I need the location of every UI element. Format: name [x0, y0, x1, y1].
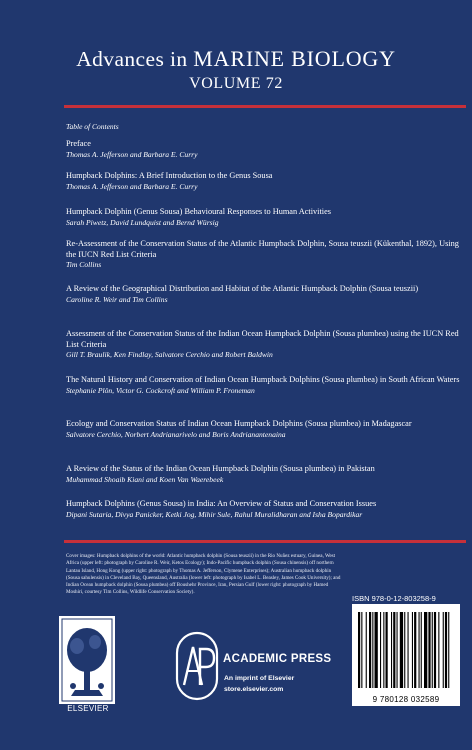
toc-entry-authors: Muhammad Shoaib Kiani and Koen Van Waerebeek	[66, 474, 224, 484]
elsevier-tree-icon	[59, 616, 115, 704]
volume-number: VOLUME 72	[189, 75, 283, 92]
toc-entry	[66, 464, 460, 485]
toc-entry	[66, 171, 460, 192]
toc-entry-authors: Stephanie Plön, Victor G. Cockcroft and William P. Froneman	[66, 385, 255, 395]
toc-entry-authors: Thomas A. Jefferson and Barbara E. Curry	[66, 149, 198, 159]
toc-entry	[66, 284, 460, 305]
toc-entry-title: Assessment of the Conservation Status of the Indian Ocean Humpback Dolphin (Sousa plumbea) using the IUCN Red List Criteria	[66, 329, 459, 349]
elsevier-label: ELSEVIER	[67, 704, 109, 713]
toc-entry-title: A Review of the Geographical Distribution and Habitat of the Atlantic Humpback Dolphin (Sousa teuszii)	[66, 284, 419, 293]
cover-image-credits: Cover images: Humpback dolphins of the world: Atlantic humpback dolphin (Sousa teuszii) in the Rio Nuñez estuary, Guinea, West Africa (upper left: photograph by Caroline R. Weir, Ketos Ecology); Indo-Pacific humpback dolphin (Sousa chinensis) off northern Lantau Island, Hong Kong (upper right: photograph by Thomas A. Jefferson, Clymene Enterprises); Australian humpback dolphin (Sousa sahulensis) in Cleveland Bay, Queensland, Australia (lower left: photograph by Isabel L. Beasley, James Cook University); and Indian Ocean humpback dolphin (Sousa plumbea) off Boushehr Province, Iran, Persian Gulf (lower right: photograph by Hamed Moshiri, courtesy Tim Collins, Wildlife Conservation Society).	[66, 553, 341, 596]
toc-heading: Table of Contents	[66, 122, 119, 131]
toc-entry-authors: Sarah Piwetz, David Lundquist and Bernd Würsig	[66, 217, 219, 227]
toc-entry	[66, 239, 460, 270]
toc-entry-title: Humpback Dolphins: A Brief Introduction to the Genus Sousa	[66, 171, 273, 180]
toc-entry-title: A Review of the Status of the Indian Ocean Humpback Dolphin (Sousa plumbea) in Pakistan	[66, 464, 375, 473]
toc-entry	[66, 139, 460, 160]
toc-entry-authors: Gill T. Braulik, Ken Findlay, Salvatore Cerchio and Robert Baldwin	[66, 350, 273, 360]
isbn-label: ISBN 978-0-12-803258-9	[352, 594, 436, 603]
toc-entry-title: Humpback Dolphins (Genus Sousa) in India: An Overview of Status and Conservation Issues	[66, 499, 377, 508]
elsevier-logo	[59, 616, 115, 704]
barcode-number: 9 780128 032589	[372, 695, 440, 704]
toc-entry-title: Preface	[66, 139, 91, 148]
toc-entry	[66, 207, 460, 228]
toc-entry	[66, 419, 460, 440]
academic-press-logo-icon	[174, 627, 220, 703]
publisher-url: store.elsevier.com	[224, 686, 284, 693]
toc-entry-authors: Thomas A. Jefferson and Barbara E. Curry	[66, 181, 198, 191]
toc-entry-title: Re-Assessment of the Conservation Status of the Atlantic Humpback Dolphin, Sousa teuszii (Kükenthal, 1892), Using the IUCN Red List Criteria	[66, 239, 459, 259]
top-divider-line	[64, 105, 466, 108]
toc-entry-title: The Natural History and Conservation of Indian Ocean Humpback Dolphins (Sousa plumbea) in South African Waters	[66, 375, 460, 384]
toc-entry-authors: Salvatore Cerchio, Norbert Andrianarivelo and Boris Andrianantenaina	[66, 429, 286, 439]
toc-entry	[66, 329, 460, 360]
publisher-imprint: An imprint of Elsevier	[224, 675, 295, 682]
barcode-icon	[352, 604, 460, 692]
isbn-barcode	[352, 604, 460, 706]
publisher-name: ACADEMIC PRESS	[223, 653, 332, 665]
toc-entry-title: Humpback Dolphin (Genus Sousa) Behavioural Responses to Human Activities	[66, 207, 332, 216]
series-title: Advances in MARINE BIOLOGY	[76, 46, 396, 71]
toc-entry-title: Ecology and Conservation Status of Indian Ocean Humpback Dolphins (Sousa plumbea) in Madagascar	[66, 419, 412, 428]
bottom-divider-line	[64, 540, 466, 543]
toc-entry-authors: Caroline R. Weir and Tim Collins	[66, 294, 168, 304]
toc-entry-authors: Tim Collins	[66, 260, 102, 270]
toc-entry	[66, 375, 460, 396]
toc-entry	[66, 499, 460, 520]
toc-entry-authors: Dipani Sutaria, Divya Panicker, Ketki Jog, Mihir Sule, Rahul Muralidharan and Isha Bopardikar	[66, 509, 363, 519]
